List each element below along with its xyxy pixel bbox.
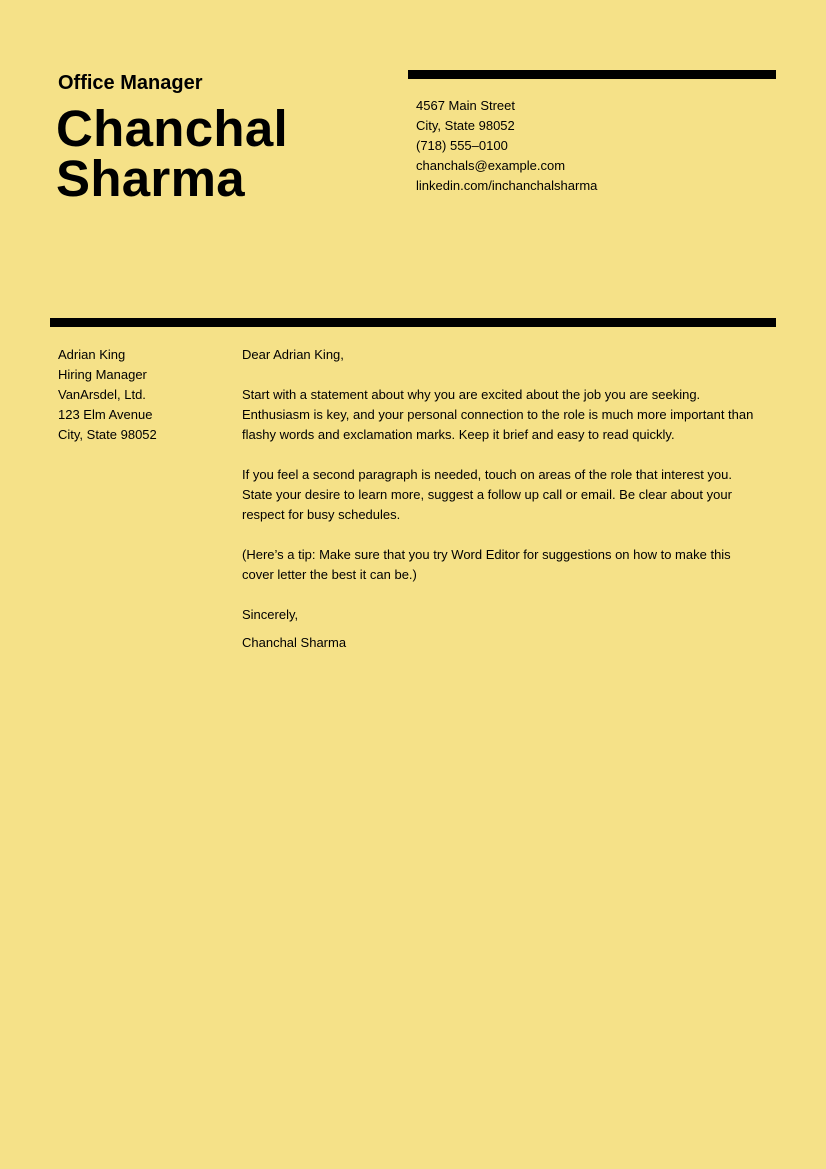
contact-street: 4567 Main Street — [416, 98, 516, 113]
recipient-city-state-zip: City, State 98052 — [58, 427, 157, 442]
contact-phone: (718) 555–0100 — [416, 138, 508, 153]
recipient-name: Adrian King — [58, 347, 126, 362]
letter-paragraph-1: Start with a statement about why you are excited about the job you are seeking. Enthusiasm is key, and your personal connection to the role is much more important than flashy words and exclamation marks. Keep it brief and easy to read quickly. — [242, 387, 754, 442]
recipient-title: Hiring Manager — [58, 367, 147, 382]
recipient-block — [58, 345, 157, 445]
recipient-street: 123 Elm Avenue — [58, 407, 153, 422]
contact-city-state-zip: City, State 98052 — [416, 118, 515, 133]
job-title: Office Manager — [58, 72, 203, 94]
applicant-first-name: Chanchal — [56, 100, 288, 157]
recipient-company: VanArsdel, Ltd. — [58, 387, 146, 402]
applicant-last-name: Sharma — [56, 150, 245, 207]
header-divider-rule — [408, 70, 776, 79]
letter-closing: Sincerely, — [242, 607, 299, 622]
letter-signature: Chanchal Sharma — [242, 635, 347, 650]
letter-paragraph-2: If you feel a second paragraph is needed, touch on areas of the role that interest you. State your desire to learn more, suggest a follow up call or email. Be clear about your respect for busy schedules. — [242, 467, 732, 522]
letter-paragraph-3: (Here’s a tip: Make sure that you try Word Editor for suggestions on how to make this cover letter the best it can be.) — [242, 547, 731, 582]
letter-salutation: Dear Adrian King, — [242, 347, 344, 362]
contact-linkedin: linkedin.com/inchanchalsharma — [416, 178, 598, 193]
applicant-name — [56, 100, 288, 207]
contact-email: chanchals@example.com — [416, 158, 566, 173]
body-divider-rule — [50, 318, 776, 327]
letter-body — [242, 345, 762, 653]
contact-block — [416, 96, 597, 196]
